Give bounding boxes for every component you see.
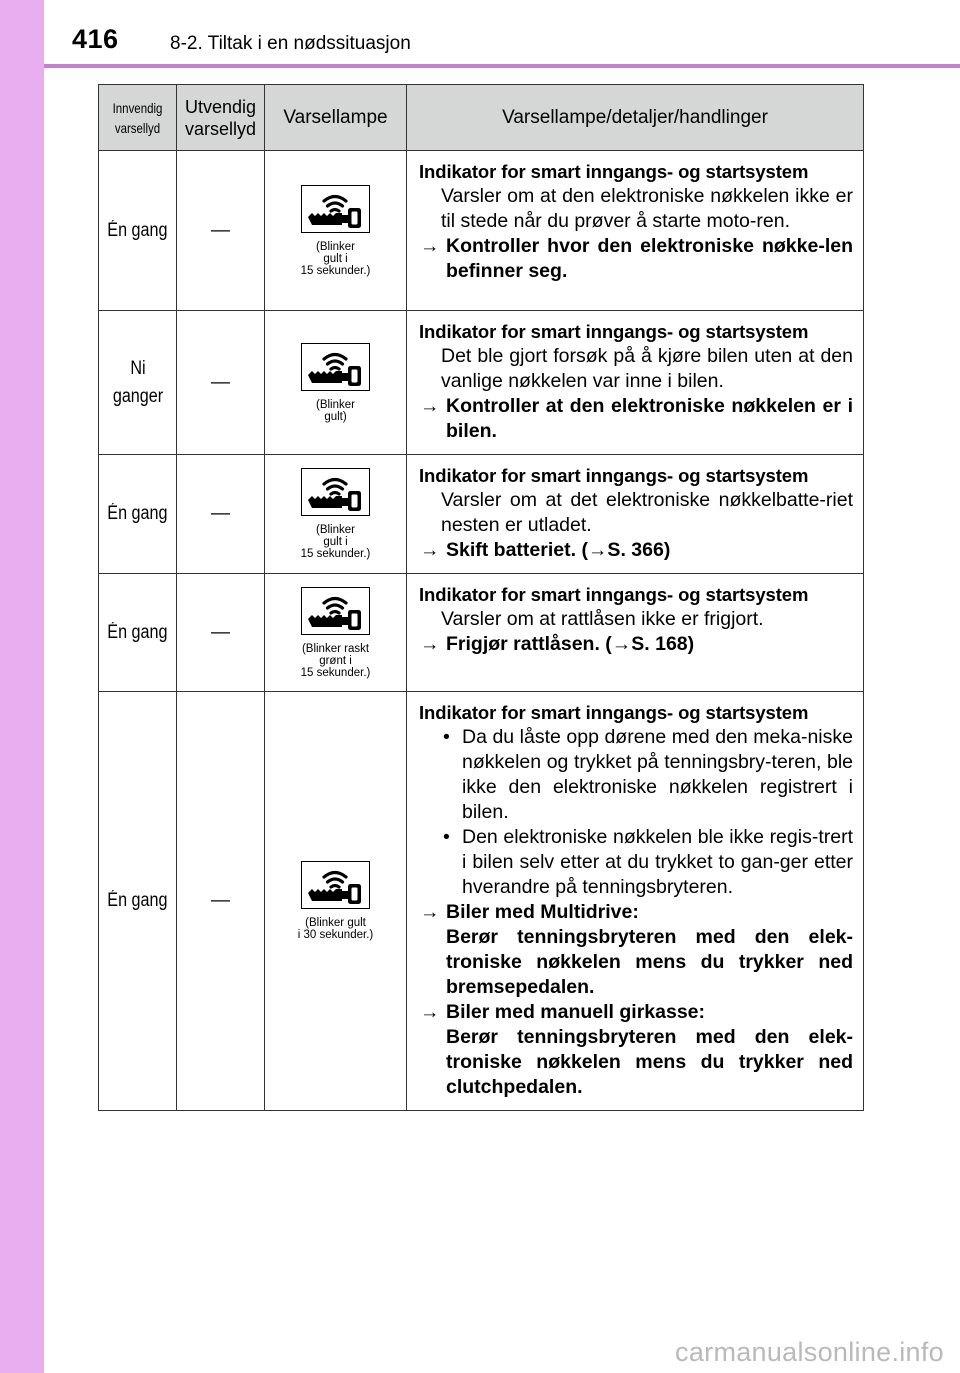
side-tab-strip bbox=[0, 0, 44, 1373]
table-row bbox=[99, 455, 864, 574]
lamp-note: (Blinker gult i 15 sekunder.) bbox=[300, 240, 371, 277]
bullet-text: Den elektroniske nøkkelen ble ikke regis-trert i bilen selv etter at du trykket to gan-ger etter hverandre på tenningsbryteren. bbox=[462, 826, 853, 898]
action-text: Skift batteriet. (→S. 366) bbox=[446, 539, 671, 561]
action-text: Berør tenningsbryteren med den elek-troniske nøkkelen mens du trykker ned bremsepedalen. bbox=[446, 926, 853, 998]
table-header-row bbox=[99, 85, 864, 151]
header-lamp: Varsellampe bbox=[265, 85, 407, 151]
outer-sound-cell: — bbox=[177, 574, 265, 692]
lamp-cell bbox=[265, 311, 407, 455]
bullet-text: Da du låste opp dørene med den meka-niske nøkkelen og trykket på tenningsbry-teren, ble ikke den elektroniske nøkkelen registrert i bilen. bbox=[462, 726, 853, 823]
inner-sound-cell: Én gang bbox=[99, 151, 177, 311]
details-cell bbox=[407, 574, 864, 692]
action-item bbox=[419, 394, 853, 444]
arrow-icon: → bbox=[420, 235, 440, 257]
inner-sound-cell: Ni ganger bbox=[99, 311, 177, 455]
outer-sound-cell: — bbox=[177, 455, 265, 574]
details-cell bbox=[407, 311, 864, 455]
outer-sound-cell: — bbox=[177, 311, 265, 455]
watermark: carmanualsonline.info bbox=[675, 1337, 944, 1367]
inner-sound-cell: Én gang bbox=[99, 455, 177, 574]
lamp-note: (Blinker raskt grønt i 15 sekunder.) bbox=[300, 642, 371, 679]
header-inner-sound: Innvendig varsellyd bbox=[99, 85, 177, 151]
smart-key-icon bbox=[301, 185, 370, 233]
inner-sound-cell: Én gang bbox=[99, 574, 177, 692]
lamp-cell bbox=[265, 574, 407, 692]
indicator-description: Varsler om at den elektroniske nøkkelen ikke er til stede når du prøver å starte moto-ren. bbox=[441, 185, 853, 232]
table-row bbox=[99, 151, 864, 311]
header-outer-sound: Utvendig varsellyd bbox=[177, 85, 265, 151]
page-number: 416 bbox=[72, 24, 119, 54]
action-text: Berør tenningsbryteren med den elek-troniske nøkkelen mens du trykker ned clutchpedalen. bbox=[446, 1026, 853, 1098]
arrow-icon: → bbox=[420, 633, 440, 655]
table-row bbox=[99, 574, 864, 692]
header-rule bbox=[44, 64, 960, 68]
smart-key-icon bbox=[301, 587, 370, 635]
bullet-item bbox=[419, 825, 853, 900]
details-cell bbox=[407, 455, 864, 574]
indicator-description: Varsler om at rattlåsen ikke er frigjort. bbox=[441, 608, 764, 630]
lamp-note: (Blinker gult) bbox=[316, 398, 355, 423]
indicator-title: Indikator for smart inngangs- og startsystem bbox=[419, 161, 809, 182]
action-text: Kontroller hvor den elektroniske nøkke-len befinner seg. bbox=[446, 235, 853, 282]
indicator-description: Det ble gjort forsøk på å kjøre bilen uten at den vanlige nøkkelen var inne i bilen. bbox=[441, 345, 853, 392]
table-row bbox=[99, 692, 864, 1111]
details-cell bbox=[407, 692, 864, 1111]
action-heading: Biler med Multidrive: bbox=[446, 901, 639, 923]
smart-key-icon bbox=[301, 343, 370, 391]
action-item bbox=[419, 632, 853, 657]
bullet-icon: • bbox=[443, 726, 450, 748]
lamp-cell bbox=[265, 692, 407, 1111]
indicator-description: Varsler om at det elektroniske nøkkelbatte-riet nesten er utladet. bbox=[441, 489, 853, 536]
warning-table bbox=[98, 84, 864, 1111]
arrow-icon: → bbox=[420, 1001, 440, 1023]
lamp-cell bbox=[265, 455, 407, 574]
outer-sound-cell: — bbox=[177, 692, 265, 1111]
action-item bbox=[419, 1000, 853, 1025]
header-details: Varsellampe/detaljer/handlinger bbox=[407, 85, 864, 151]
arrow-icon: → bbox=[420, 395, 440, 417]
smart-key-icon bbox=[301, 468, 370, 516]
indicator-title: Indikator for smart inngangs- og startsystem bbox=[419, 465, 809, 486]
inner-sound-cell: Én gang bbox=[99, 692, 177, 1111]
action-text: Kontroller at den elektroniske nøkkelen er i bilen. bbox=[446, 395, 853, 442]
action-item bbox=[419, 234, 853, 284]
outer-sound-cell: — bbox=[177, 151, 265, 311]
indicator-title: Indikator for smart inngangs- og startsystem bbox=[419, 584, 809, 605]
arrow-icon: → bbox=[420, 539, 440, 561]
lamp-note: (Blinker gult i 30 sekunder.) bbox=[297, 917, 374, 941]
action-item bbox=[419, 538, 853, 563]
section-title: 8-2. Tiltak i en nødssituasjon bbox=[170, 33, 411, 54]
action-item bbox=[419, 900, 853, 925]
action-heading: Biler med manuell girkasse: bbox=[446, 1001, 706, 1023]
bullet-item bbox=[419, 725, 853, 825]
action-text: Frigjør rattlåsen. (→S. 168) bbox=[446, 633, 695, 655]
bullet-icon: • bbox=[443, 826, 450, 848]
indicator-title: Indikator for smart inngangs- og startsystem bbox=[419, 321, 809, 342]
lamp-note: (Blinker gult i 15 sekunder.) bbox=[300, 524, 371, 560]
details-cell bbox=[407, 151, 864, 311]
table-row bbox=[99, 311, 864, 455]
indicator-title: Indikator for smart inngangs- og startsystem bbox=[419, 702, 809, 723]
lamp-cell bbox=[265, 151, 407, 311]
arrow-icon: → bbox=[420, 901, 440, 923]
smart-key-icon bbox=[301, 861, 370, 909]
